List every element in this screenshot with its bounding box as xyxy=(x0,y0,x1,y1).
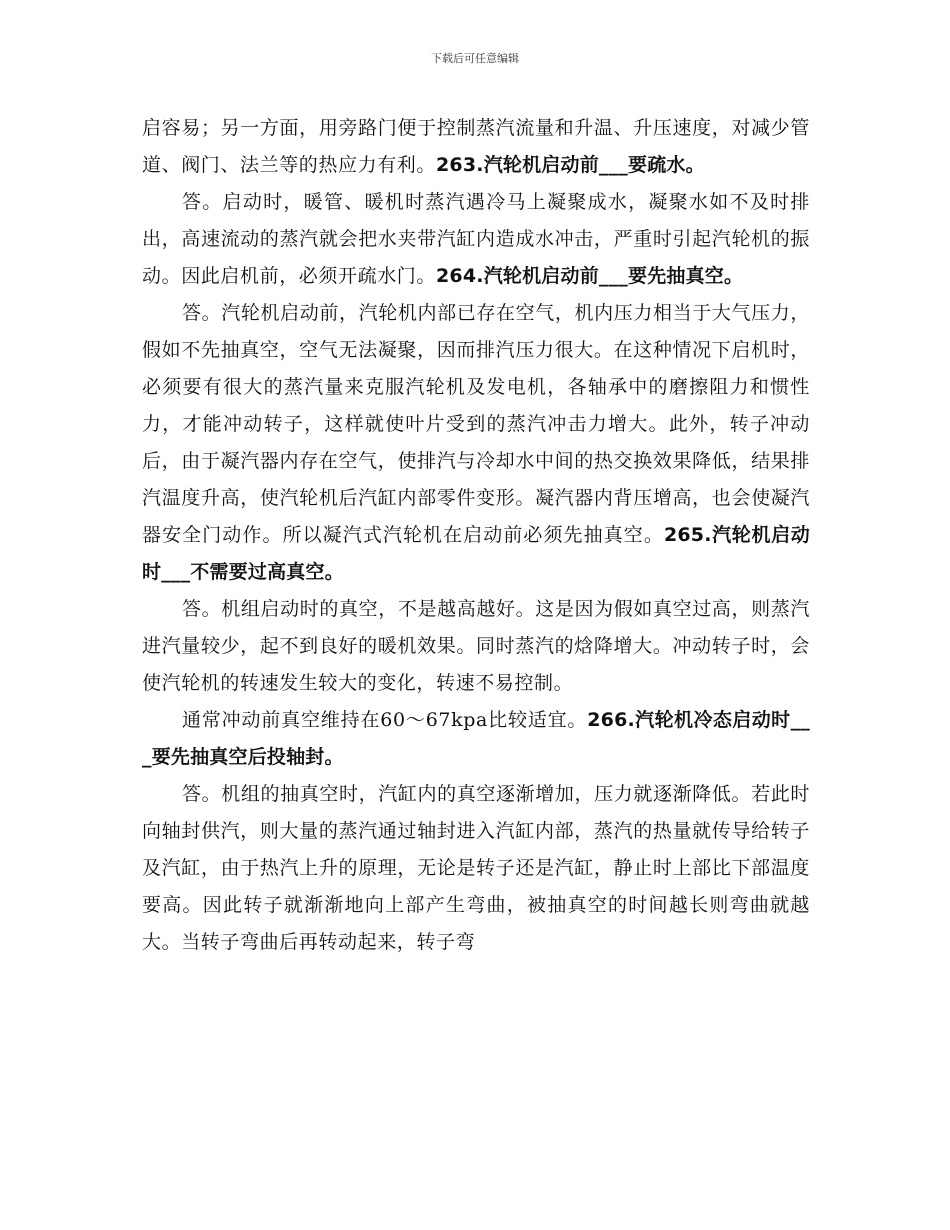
paragraph-1 xyxy=(142,110,810,184)
document-body xyxy=(142,110,810,961)
paragraph-text: 答。启动时，暖管、暖机时蒸汽遇冷马上凝聚成水，凝聚水如不及时排出，高速流动的蒸汽就会把水夹带汽缸内造成水冲击，严重时引起汽轮机的振动。因此启机前，必须开疏水门。 xyxy=(142,191,810,287)
question-heading: 265.汽轮机启动时___不需要过高真空。 xyxy=(142,524,810,583)
question-heading: 264.汽轮机启动前___要先抽真空。 xyxy=(436,265,744,287)
page-header: 下载后可任意编辑 xyxy=(431,52,519,65)
paragraph-5 xyxy=(142,702,810,776)
paragraph-text: 答。机组启动时的真空，不是越高越好。这是因为假如真空过高，则蒸汽进汽量较少，起不到良好的暖机效果。同时蒸汽的焓降增大。冲动转子时，会使汽轮机的转速发生较大的变化，转速不易控制。 xyxy=(142,598,810,694)
paragraph-text: 答。机组的抽真空时，汽缸内的真空逐渐增加，压力就逐渐降低。若此时向轴封供汽，则大量的蒸汽通过轴封进入汽缸内部，蒸汽的热量就传导给转子及汽缸，由于热汽上升的原理，无论是转子还是汽缸，静止时上部比下部温度要高。因此转子就渐渐地向上部产生弯曲，被抽真空的时间越长则弯曲就越大。当转子弯曲后再转动起来，转子弯 xyxy=(142,783,810,953)
paragraph-4 xyxy=(142,591,810,702)
paragraph-2 xyxy=(142,184,810,295)
paragraph-text: 启容易；另一方面，用旁路门便于控制蒸汽流量和升温、升压速度，对减少管道、阀门、法兰等的热应力有利。 xyxy=(142,117,810,176)
question-heading: 263.汽轮机启动前___要疏水。 xyxy=(436,154,705,176)
paragraph-6 xyxy=(142,776,810,961)
question-heading: 266.汽轮机冷态启动时___要先抽真空后投轴封。 xyxy=(142,709,810,768)
paragraph-text: 通常冲动前真空维持在60～67kpa比较适宜。 xyxy=(182,709,588,731)
paragraph-text: 答。汽轮机启动前，汽轮机内部已存在空气，机内压力相当于大气压力，假如不先抽真空，空气无法凝聚，因而排汽压力很大。在这种情况下启机时，必须要有很大的蒸汽量来克服汽轮机及发电机，各轴承中的磨擦阻力和惯性力，才能冲动转子，这样就使叶片受到的蒸汽冲击力增大。此外，转子冲动后，由于凝汽器内存在空气，使排汽与冷却水中间的热交换效果降低，结果排汽温度升高，使汽轮机后汽缸内部零件变形。凝汽器内背压增高，也会使凝汽器安全门动作。所以凝汽式汽轮机在启动前必须先抽真空。 xyxy=(142,302,810,546)
paragraph-3 xyxy=(142,295,810,591)
